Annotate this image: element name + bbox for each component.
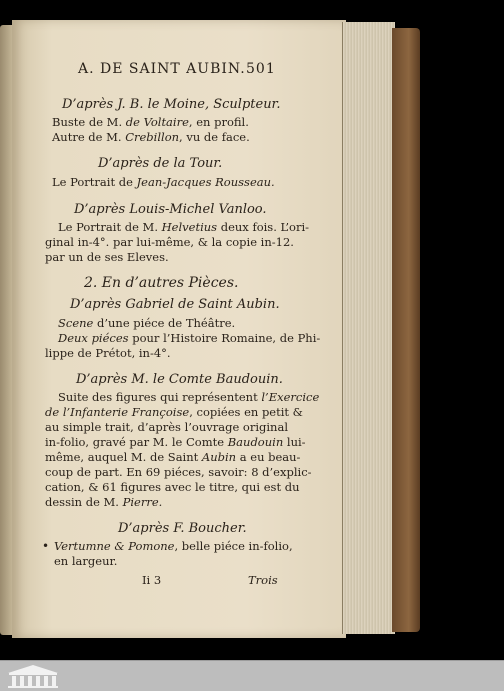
- text-line: Deux piéces pour l’Histoire Romaine, de Phi-: [58, 331, 321, 345]
- catchword: Trois: [248, 573, 278, 587]
- text-line: au simple trait, d’après l’ouvrage original: [45, 420, 288, 434]
- page-number: 501: [246, 61, 276, 77]
- text-line: lippe de Prétot, in-4°.: [45, 346, 171, 360]
- text-line: Le Portrait de M. Helvetius deux fois. L’ori-: [58, 220, 310, 234]
- text-line: ginal in-4°. par lui-même, & la copie in-12.: [45, 235, 294, 249]
- heading-le-moine: D’après J. B. le Moine, Sculpteur.: [62, 97, 281, 112]
- text-line: par un de ses Eleves.: [45, 250, 169, 264]
- library-building-logo: [4, 663, 62, 689]
- running-header: A. DE SAINT AUBIN.: [78, 61, 246, 77]
- text-line: coup de part. En 69 piéces, savoir: 8 d’explic-: [45, 465, 312, 479]
- text-line: cation, & 61 figures avec le titre, qui est du: [45, 480, 300, 494]
- text-line: Suite des figures qui représentent l’Exercice: [58, 390, 320, 404]
- text-line: Autre de M. Crebillon, vu de face.: [52, 130, 250, 144]
- text-line: Buste de M. de Voltaire, en profil.: [52, 115, 249, 129]
- text-line: Le Portrait de Jean-Jacques Rousseau.: [52, 175, 275, 189]
- text-line: même, auquel M. de Saint Aubin a eu beau-: [45, 450, 301, 464]
- text-line: in-folio, gravé par M. le Comte Baudouin lui-: [45, 435, 306, 449]
- heading-vanloo: D’après Louis-Michel Vanloo.: [74, 202, 267, 217]
- heading-boucher: D’après F. Boucher.: [118, 521, 247, 536]
- heading-baudouin: D’après M. le Comte Baudouin.: [76, 372, 283, 387]
- viewer-footer: [0, 660, 504, 691]
- heading-gabriel-de-saint-aubin: D’après Gabriel de Saint Aubin.: [70, 297, 280, 312]
- text-line: Scene d’une piéce de Théâtre.: [58, 316, 236, 330]
- bullet-dot-icon: •: [42, 539, 50, 553]
- text-line: Vertumne & Pomone, belle piéce in-folio,: [54, 539, 293, 553]
- section-heading: 2. En d’autres Pièces.: [84, 275, 239, 291]
- signature-mark: Ii 3: [142, 573, 162, 587]
- text-line: en largeur.: [54, 554, 118, 568]
- text-line: dessin de M. Pierre.: [45, 495, 163, 509]
- text-line: de l’Infanterie Françoise, copiées en petit &: [45, 405, 303, 419]
- heading-de-la-tour: D’après de la Tour.: [98, 156, 223, 171]
